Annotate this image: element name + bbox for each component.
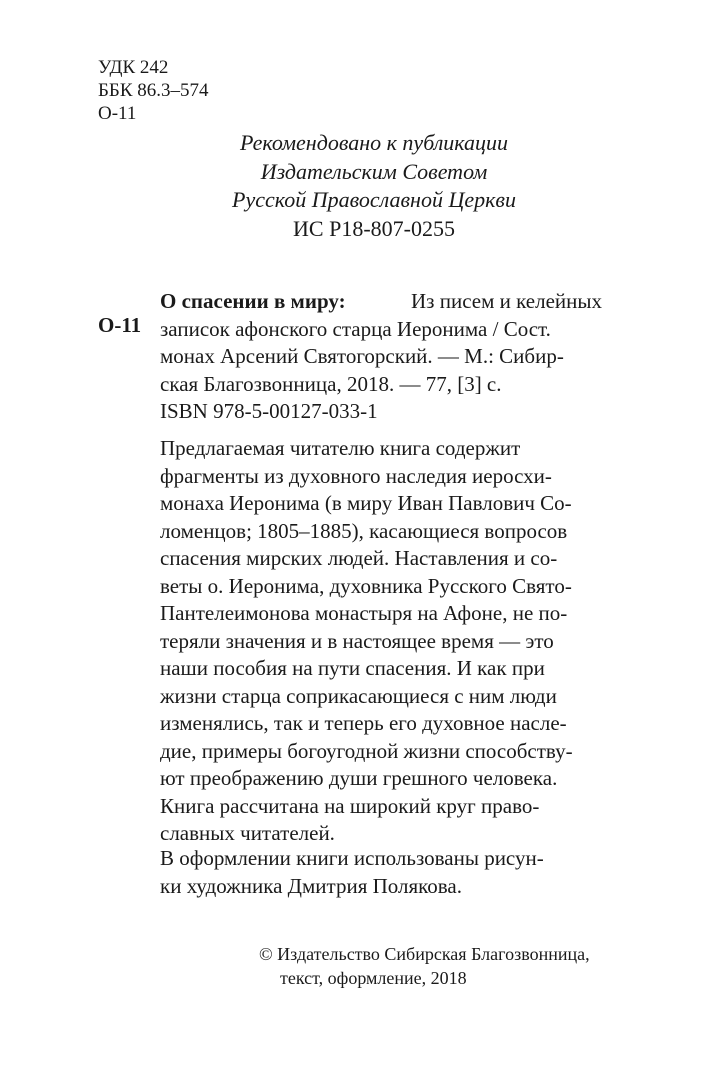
annotation-text: дие, примеры богоугодной жизни способству- xyxy=(160,738,573,763)
annotation-line xyxy=(160,545,602,573)
note-line xyxy=(160,845,602,873)
classification-codes xyxy=(98,56,209,125)
biblio-line xyxy=(160,316,602,344)
note-text: В оформлении книги использованы рисун- xyxy=(160,846,544,870)
biblio-text: монах Арсений Святогорский. — М.: Сибир- xyxy=(160,344,564,368)
book-title: О спасении в миру: xyxy=(160,289,346,313)
copyright-line: © Издательство Сибирская Благозвонница, xyxy=(259,944,590,964)
udk-code: УДК 242 xyxy=(98,57,169,78)
annotation-line xyxy=(160,820,602,848)
annotation-text: спасения мирских людей. Наставления и со- xyxy=(160,546,558,570)
biblio-text: ская Благозвонница, 2018. — 77, [3] с. xyxy=(160,371,502,396)
annotation-line xyxy=(160,710,602,738)
annotation-line xyxy=(160,793,602,821)
annotation-line xyxy=(160,683,602,711)
biblio-line xyxy=(160,343,602,371)
annotation-line xyxy=(160,655,602,683)
annotation-text: теряли значения и в настоящее время — это xyxy=(160,628,554,653)
recommendation-line: Русской Православной Церкви xyxy=(232,187,516,212)
annotation-text: ломенцов; 1805–1885), касающиеся вопросов xyxy=(160,518,568,543)
annotation-text: изменялись, так и теперь его духовное насле- xyxy=(160,711,567,735)
annotation-text: монаха Иеронима (в миру Иван Павлович Со- xyxy=(160,491,572,515)
annotation-line xyxy=(160,518,602,546)
recommendation-block xyxy=(160,129,588,243)
biblio-text: записок афонского старца Иеронима / Сост. xyxy=(160,316,551,341)
annotation-line xyxy=(160,463,602,491)
annotation-text: славных читателей. xyxy=(160,821,335,845)
recommendation-line: Рекомендовано к публикации xyxy=(239,130,509,155)
bibliographic-description xyxy=(160,288,602,398)
isbn: ISBN 978-5-00127-033-1 xyxy=(160,399,378,423)
biblio-line xyxy=(160,288,602,316)
annotation-line xyxy=(160,738,602,766)
annotation-text: веты о. Иеронима, духовника Русского Свято- xyxy=(160,573,572,598)
recommendation-line: Издательским Советом xyxy=(260,158,488,184)
is-number: ИС Р18-807-0255 xyxy=(293,215,455,241)
annotation-text: жизни старца соприкасающиеся с ним люди xyxy=(160,683,557,708)
annotation-line xyxy=(160,435,602,463)
annotation xyxy=(160,435,602,848)
side-author-mark: О-11 xyxy=(98,313,142,337)
illustration-note xyxy=(160,845,602,900)
annotation-text: Предлагаемая читателю книга содержит xyxy=(160,436,521,460)
biblio-text: Из писем и келейных xyxy=(405,289,602,313)
author-mark: О-11 xyxy=(98,103,137,124)
biblio-line xyxy=(160,371,602,399)
annotation-text: Книга рассчитана на широкий круг право- xyxy=(160,793,540,818)
note-text: ки художника Дмитрия Полякова. xyxy=(160,873,462,898)
annotation-text: фрагменты из духовного наследия иеросхи- xyxy=(160,463,552,488)
bbk-code: ББК 86.3–574 xyxy=(98,80,209,101)
annotation-line xyxy=(160,600,602,628)
copyright-line: текст, оформление, 2018 xyxy=(280,968,467,988)
annotation-text: Пантелеимонова монастыря на Афоне, не по- xyxy=(160,601,568,625)
annotation-line xyxy=(160,573,602,601)
copyright-notice xyxy=(259,942,590,990)
annotation-line xyxy=(160,628,602,656)
annotation-line xyxy=(160,765,602,793)
annotation-line xyxy=(160,490,602,518)
annotation-text: ют преображению души грешного человека. xyxy=(160,766,558,790)
annotation-text: наши пособия на пути спасения. И как при xyxy=(160,656,545,680)
note-line xyxy=(160,873,602,901)
